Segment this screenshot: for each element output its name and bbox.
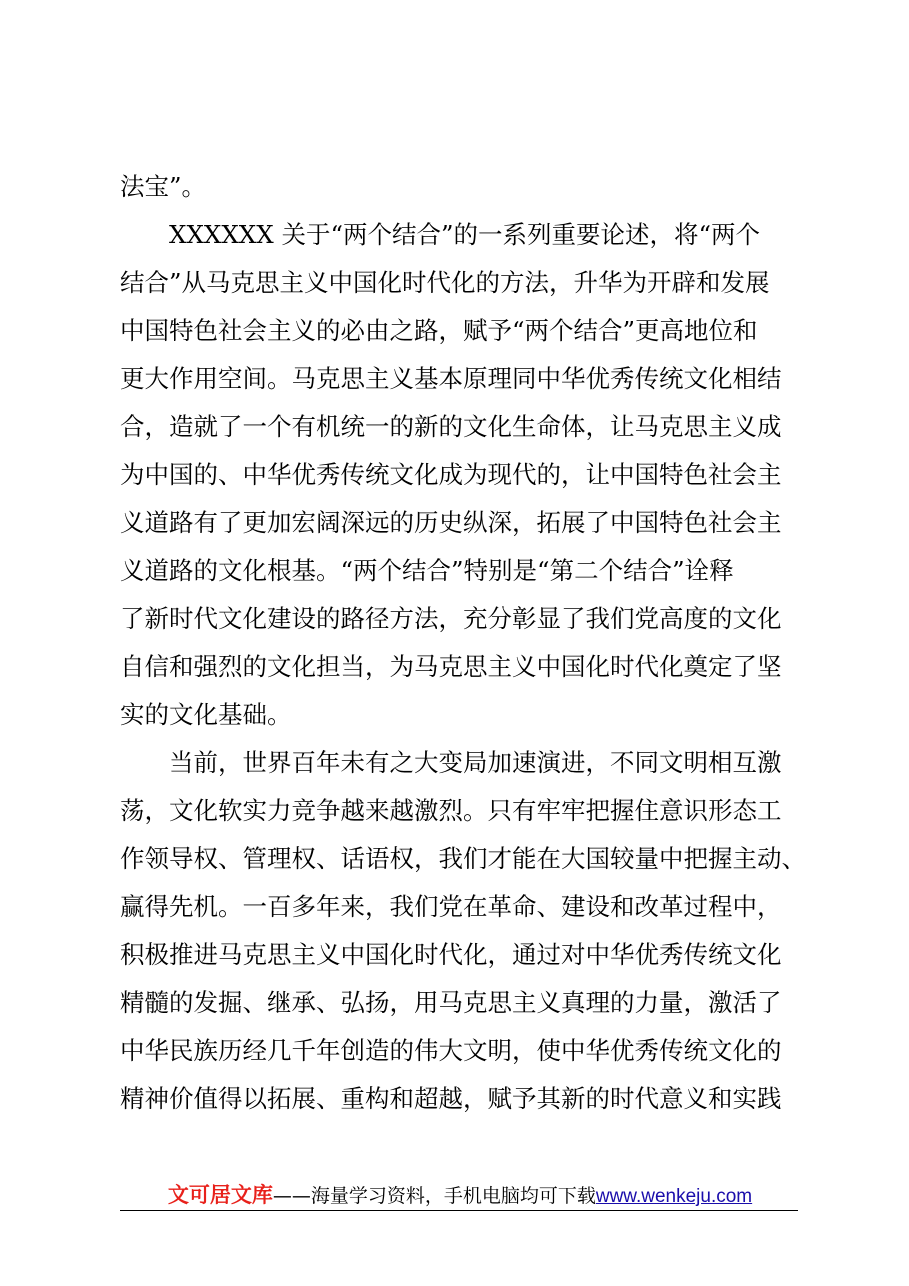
footer-brand: 文可居文库 <box>167 1183 273 1207</box>
text-line: XXXXXX 关于“两个结合”的一系列重要论述，将“两个 <box>120 220 761 249</box>
text-line: 合，造就了一个有机统一的新的文化生命体，让马克思主义成 <box>120 412 782 441</box>
text-line: 荡，文化软实力竞争越来越激烈。只有牢牢把握住意识形态工 <box>120 796 782 825</box>
text-line: 精神价值得以拓展、重构和超越，赋予其新的时代意义和实践 <box>120 1084 782 1113</box>
text-line: 中国特色社会主义的必由之路，赋予“两个结合”更高地位和 <box>120 316 758 345</box>
text-line: 实的文化基础。 <box>120 700 292 729</box>
footer-divider <box>120 1210 798 1211</box>
text-line: 了新时代文化建设的路径方法，充分彰显了我们党高度的文化 <box>120 604 782 633</box>
text-line: 作领导权、管理权、话语权，我们才能在大国较量中把握主动、 <box>120 844 806 873</box>
text-line: 精髓的发掘、继承、弘扬，用马克思主义真理的力量，激活了 <box>120 988 782 1017</box>
footer-site-link[interactable]: www.wenkeju.com <box>595 1186 753 1207</box>
text-line: 为中国的、中华优秀传统文化成为现代的，让中国特色社会主 <box>120 460 782 489</box>
text-line: 义道路的文化根基。“两个结合”特别是“第二个结合”诠释 <box>120 556 734 585</box>
text-line: 中华民族历经几千年创造的伟大文明，使中华优秀传统文化的 <box>120 1036 782 1065</box>
text-line: 结合”从马克思主义中国化时代化的方法，升华为开辟和发展 <box>120 268 770 297</box>
page-footer <box>120 1182 800 1210</box>
text-line: 积极推进马克思主义中国化时代化，通过对中华优秀传统文化 <box>120 940 782 969</box>
text-line: 义道路有了更加宏阔深远的历史纵深，拓展了中国特色社会主 <box>120 508 782 537</box>
text-line: 更大作用空间。马克思主义基本原理同中华优秀传统文化相结 <box>120 364 782 393</box>
text-line: 法宝”。 <box>120 172 207 201</box>
text-line: 赢得先机。一百多年来，我们党在革命、建设和改革过程中， <box>120 892 782 921</box>
footer-tagline: ——海量学习资料，手机电脑均可下载 <box>272 1185 596 1207</box>
text-line: 当前，世界百年未有之大变局加速演进，不同文明相互激 <box>120 748 782 777</box>
text-line: 自信和强烈的文化担当，为马克思主义中国化时代化奠定了坚 <box>120 652 782 681</box>
